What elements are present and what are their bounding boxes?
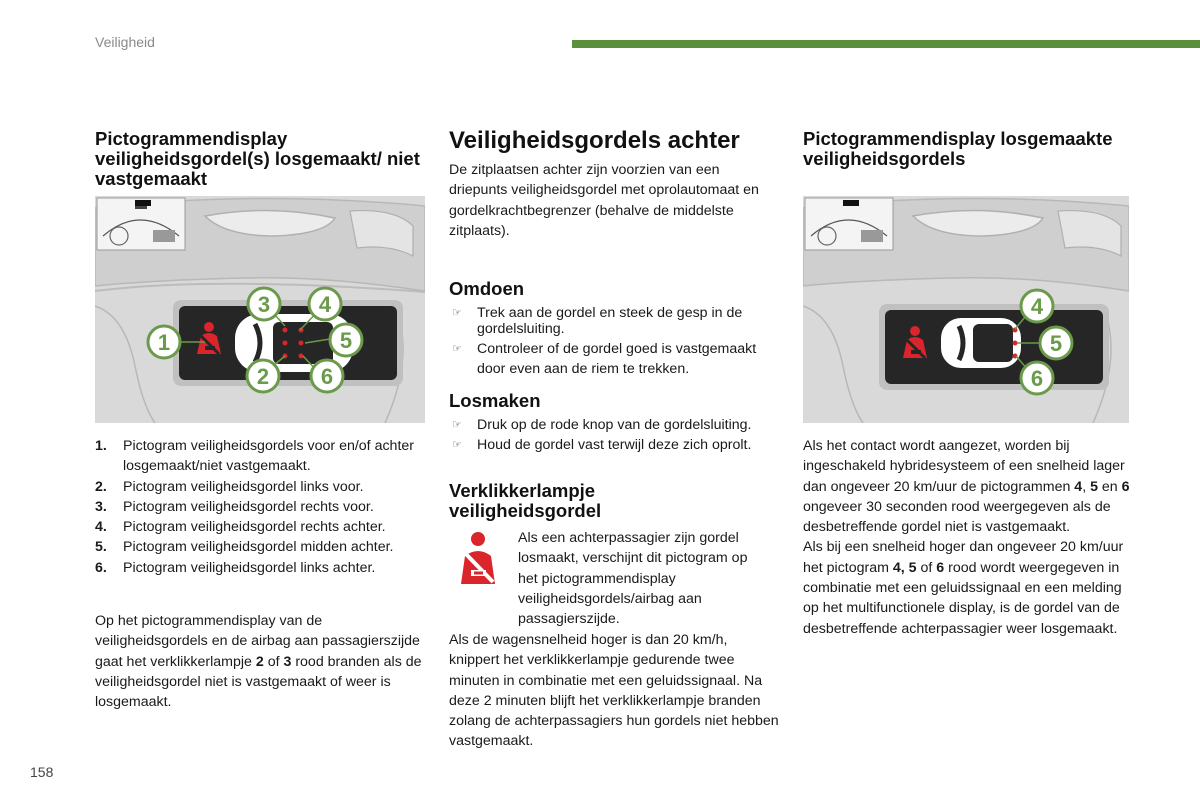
rear-seatbelt-display-figure [803,196,1129,423]
badge-3-label: 3 [257,292,271,317]
lamp-title: Verklikkerlampje veiligheidsgordel [449,480,602,521]
pictogram-legend-list [95,436,430,578]
badge-2 [247,360,279,392]
badge-3 [248,288,280,320]
badge-4-label: 4 [1030,294,1044,319]
col2-title: Veiligheidsgordels achter [449,127,740,154]
col3-title: Pictogrammendisplay losgemaakte veiligheidsgordels [803,128,1113,169]
car-top-view [941,318,1021,368]
badge-6-label: 6 [1030,366,1044,391]
badge-2-label: 2 [256,364,270,389]
pointer-icon: ☞ [452,343,462,355]
list-item: 2. Pictogram veiligheidsgordel links voor. [95,478,364,495]
badge-4 [1021,290,1053,322]
pointer-icon: ☞ [452,439,462,451]
section-label: Veiligheid [95,34,155,50]
col1-title: Pictogrammendisplay veiligheidsgordel(s) losgemaakt/ niet vastgemaakt [95,128,420,189]
lamp-icon-text: Als een achterpassagier zijn gordel losmaakt, verschijnt dit pictogram op het pictogrammendisplay veiligheidsgordels/airbag aan passagierszijde. [518,530,748,628]
dashboard-illustration-rear [803,196,1129,423]
omdoen-list [449,305,779,383]
list-item: ☞ Controleer of de gordel goed is vastgemaakt door even aan de riem te trekken. [452,341,757,377]
seatbelt-display-figure [95,196,425,423]
list-item: ☞ Trek aan de gordel en steek de gesp in de gordelsluiting. [452,305,743,337]
col3-paragraph: Als het contact wordt aangezet, worden bij ingeschakeld hybridesysteem of een snelheid lager dan ongeveer 20 km/uur de pictogrammen 4, 5 en 6 ongeveer 30 seconden rood weergegeven als de desbetreffende gordel niet is vastgemaakt. Als bij een snelheid hoger dan ongeveer 20 km/uur het pictogram 4, 5 of 6 rood wordt weergegeven in combinatie met een geluidssignaal en een melding op het multifunctionele display, is de gordel van de desbetreffende achterpassagier weer losgemaakt. [803,438,1130,637]
dashboard-illustration [95,196,425,423]
badge-5 [1040,327,1072,359]
list-item: ☞ Druk op de rode knop van de gordelsluiting. [452,417,752,433]
badge-6 [311,360,343,392]
pointer-icon: ☞ [452,419,462,431]
list-item: 3. Pictogram veiligheidsgordel rechts voor. [95,498,374,515]
badge-5 [330,324,362,356]
badge-6 [1021,362,1053,394]
badge-4-label: 4 [318,292,332,317]
page-number: 158 [30,764,54,780]
list-item: 6. Pictogram veiligheidsgordel links achter. [95,559,376,576]
badge-5-label: 5 [1049,331,1063,356]
list-item: 1. Pictogram veiligheidsgordels voor en/of achter losgemaakt/niet vastgemaakt. [95,438,414,475]
col1-paragraph: Op het pictogrammendisplay van de veiligheidsgordels en de airbag aan passagierszijde gaat het verklikkerlampje 2 of 3 rood branden als de veiligheidsgordel niet is vastgemaakt of weer is losgemaakt. [95,613,422,711]
col2-intro: De zitplaatsen achter zijn voorzien van een driepunts veiligheidsgordel met oprolautomaat en gordelkrachtbegrenzer (behalve de middelste zitplaats). [449,162,759,239]
lamp-text: Als de wagensnelheid hoger is dan 20 km/h, knippert het verklikkerlampje gedurende twee minuten in combinatie met een geluidssignaal. Na deze 2 minuten blijft het verklikkerlampje branden zolang de achterpassagiers hun gordels niet hebben vastgemaakt. [449,632,779,750]
badge-4 [309,288,341,320]
header-accent-bar [572,40,1200,48]
badge-6-label: 6 [320,364,334,389]
pointer-icon: ☞ [452,307,462,319]
omdoen-title: Omdoen [449,278,525,299]
badge-1 [148,326,180,358]
badge-1-label: 1 [157,330,171,355]
rear-seatbelt-warning-icon [453,530,503,586]
list-item: 4. Pictogram veiligheidsgordel rechts achter. [95,519,386,536]
list-item: ☞ Houd de gordel vast terwijl deze zich oprolt. [452,437,752,453]
badge-5-label: 5 [339,328,353,353]
losmaken-list [449,417,779,457]
list-item: 5. Pictogram veiligheidsgordel midden achter. [95,539,394,556]
losmaken-title: Losmaken [449,390,541,411]
